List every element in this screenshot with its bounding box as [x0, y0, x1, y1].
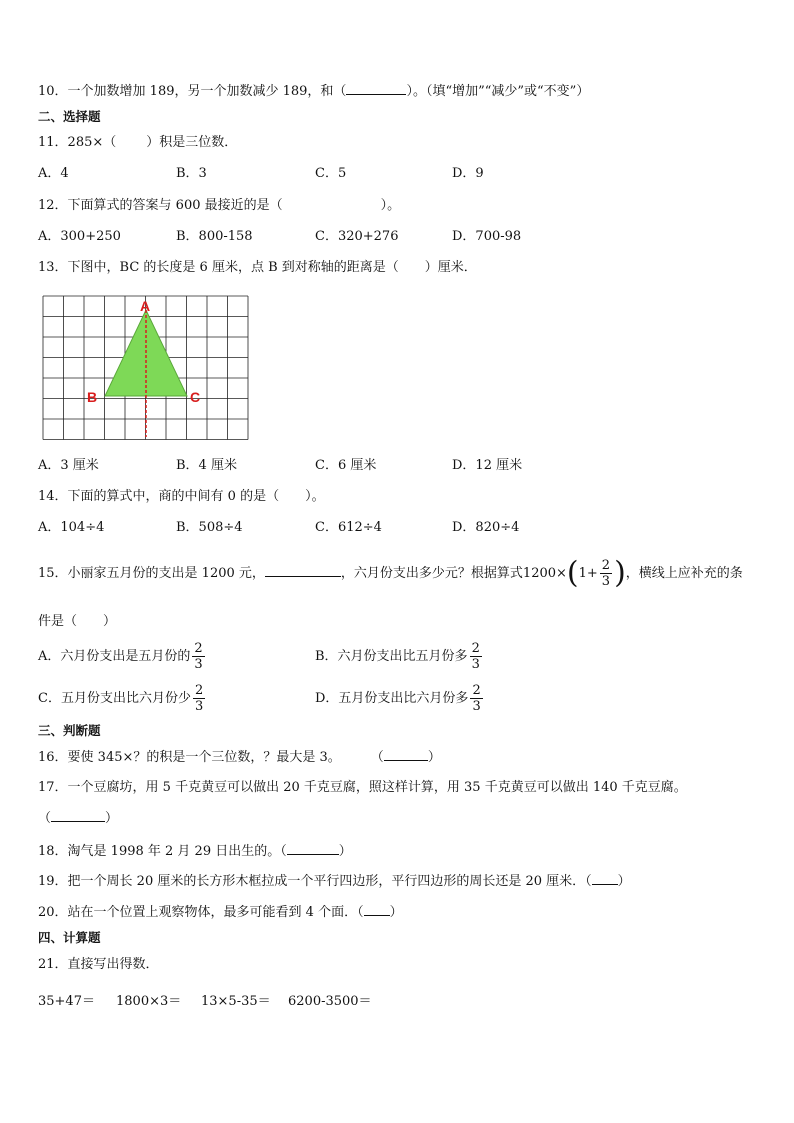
section-title-choice: 二、选择题 [38, 109, 101, 124]
section-title-judge: 三、判断题 [38, 723, 101, 738]
q12-option-d[interactable]: D．700-98 [452, 229, 522, 244]
label-b: B [87, 389, 98, 405]
q12-option-b[interactable]: B．800-158 [176, 229, 253, 244]
q13-option-d[interactable]: D．12 厘米 [452, 458, 523, 473]
question-20: 20．站在一个位置上观察物体，最多可能看到 4 个面．（ ） [38, 905, 403, 920]
q15-option-d[interactable]: D．五月份支出比六月份多 $\frac{2}{3}$ [315, 683, 481, 714]
answer-blank[interactable] [592, 872, 618, 885]
question-21: 21．直接写出得数． [38, 957, 159, 972]
q12-option-a[interactable]: A．300+250 [38, 229, 121, 244]
symmetry-grid-figure [42, 292, 250, 440]
answer-blank[interactable] [265, 564, 341, 577]
q15-option-a[interactable]: A．六月份支出是五月份的 $\frac{2}{3}$ [38, 641, 203, 672]
fraction: $\frac{2}{3}$ [194, 641, 203, 672]
q15-option-c[interactable]: C．五月份支出比六月份少 $\frac{2}{3}$ [38, 683, 204, 714]
fraction: $\frac{2}{3}$ [194, 683, 204, 714]
q13-option-a[interactable]: A．3 厘米 [38, 458, 99, 473]
label-a: A [140, 298, 151, 314]
question-15-cont: 件是（ ） [38, 614, 117, 629]
question-18: 18．淘气是 1998 年 2 月 29 日出生的。（ ） [38, 844, 352, 859]
fraction: $\frac{2}{3}$ [601, 558, 611, 589]
question-11: 11．285×（ ）积是三位数． [38, 135, 238, 150]
answer-blank[interactable] [384, 748, 428, 761]
answer-blank[interactable] [346, 82, 406, 95]
fraction: $\frac{2}{3}$ [472, 683, 481, 714]
q14-option-b[interactable]: B．508÷4 [176, 520, 243, 535]
calc-item[interactable]: 1800×3＝ [116, 994, 182, 1009]
section-title-calc: 四、计算题 [38, 930, 101, 945]
q11-option-d[interactable]: D．9 [452, 166, 484, 181]
question-12: 12．下面算式的答案与 600 最接近的是（ ）。 [38, 198, 401, 213]
question-19: 19．把一个周长 20 厘米的长方形木框拉成一个平行四边形，平行四边形的周长还是 20 厘米．（ ） [38, 874, 631, 889]
q13-option-c[interactable]: C．6 厘米 [315, 458, 377, 473]
question-10: 10．一个加数增加 189，另一个加数减少 189，和（ ）。（填“增加”“减少”或“不变”） [38, 84, 590, 99]
label-c: C [190, 389, 201, 405]
calc-item[interactable]: 6200-3500＝ [288, 994, 372, 1009]
question-13: 13．下图中，BC 的长度是 6 厘米，点 B 到对称轴的距离是（ ）厘米． [38, 260, 477, 275]
q14-option-c[interactable]: C．612÷4 [315, 520, 382, 535]
question-17-answer: （ ） [38, 811, 119, 826]
q11-option-b[interactable]: B．3 [176, 166, 207, 181]
answer-blank[interactable] [51, 809, 105, 822]
q15-option-b[interactable]: B．六月份支出比五月份多 $\frac{2}{3}$ [315, 641, 480, 672]
question-15: 15．小丽家五月份的支出是 1200 元， ，六月份支出多少元？根据算式1200×(1+ $\frac{2}{3}$ )，横线上应补充的条 [38, 555, 743, 591]
q14-option-a[interactable]: A．104÷4 [38, 520, 105, 535]
question-14: 14．下面的算式中，商的中间有 0 的是（ ）。 [38, 489, 325, 504]
q11-option-a[interactable]: A．4 [38, 166, 69, 181]
calc-item[interactable]: 35+47＝ [38, 994, 95, 1009]
answer-blank[interactable] [364, 903, 390, 916]
question-17: 17．一个豆腐坊，用 5 千克黄豆可以做出 20 千克豆腐，照这样计算，用 35 千克黄豆可以做出 140 千克豆腐。 [38, 780, 687, 795]
calc-item[interactable]: 13×5-35＝ [201, 994, 271, 1009]
fraction: $\frac{2}{3}$ [471, 641, 480, 672]
q13-option-b[interactable]: B．4 厘米 [176, 458, 237, 473]
question-16: 16．要使 345×？的积是一个三位数，？最大是 3。 （ ） [38, 750, 441, 765]
answer-blank[interactable] [287, 842, 339, 855]
q14-option-d[interactable]: D．820÷4 [452, 520, 520, 535]
q11-option-c[interactable]: C．5 [315, 166, 347, 181]
q12-option-c[interactable]: C．320+276 [315, 229, 399, 244]
formula: 1200×(1+ $\frac{2}{3}$ ) [522, 555, 626, 591]
